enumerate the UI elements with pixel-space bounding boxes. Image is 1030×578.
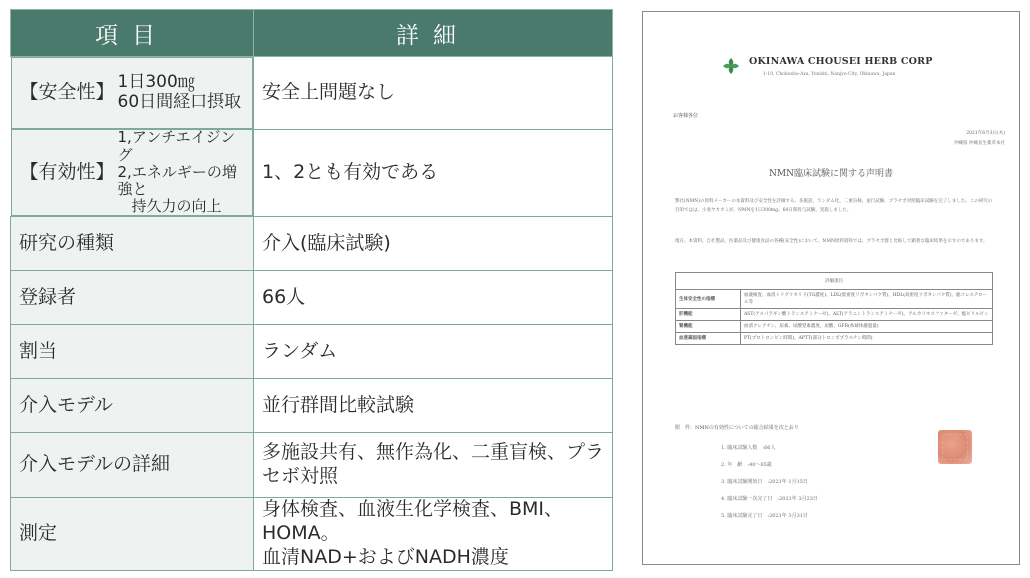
efficacy-value: 1、2とも有効である xyxy=(254,129,613,217)
doc-paragraph-1: 弊社(NMN)の原料メーカーの本資料及び安全性を評価する。多施設、ランダム化、二重盲検、並行試験、プラセボ対照臨床試験を完了しました。この研究の目的ではは、小麦ヤカカミが、NMNを1日300mg、60日間投与試験、実施しました。 xyxy=(675,199,993,213)
doc-company-name: OKINAWA CHOUSEI HERB CORP xyxy=(749,56,933,67)
summary-label: 4. 臨床試験一次完了日 xyxy=(721,496,773,502)
table-row-efficacy xyxy=(11,129,613,217)
summary-value: :40〜65歳 xyxy=(747,462,772,468)
row-key: 研究の種類 xyxy=(11,217,254,271)
row-key: 介入モデルの詳細 xyxy=(11,433,254,498)
doc-summary-item xyxy=(721,495,818,512)
doc-table-row xyxy=(676,321,993,333)
efficacy-key xyxy=(11,129,254,216)
doc-summary-item xyxy=(721,444,818,461)
safety-key xyxy=(11,57,254,129)
summary-value: :2021年 1月15日 xyxy=(767,479,808,485)
measurement-value xyxy=(254,498,613,571)
doc-table-row xyxy=(676,309,993,321)
summary-label: 3. 臨床試験開始日 xyxy=(721,479,763,485)
safety-line1: 1日300㎎ xyxy=(117,72,195,93)
row-value: 多施設共有、無作為化、二重盲検、プラセボ対照 xyxy=(254,433,613,498)
safety-conditions xyxy=(118,73,242,112)
efficacy-line3: 持久力の向上 xyxy=(131,197,222,216)
measurement-line1: 身体検査、血液生化学検査、BMI、HOMA。 xyxy=(262,498,564,545)
header-detail: 詳細 xyxy=(254,10,613,57)
doc-table-value: 血液検査、血清トリグリセリド(TG濃度)、LDL(低密度リポタンパク質)、HDL(高密度リポタンパク質)、総コレステロール等 xyxy=(741,290,993,309)
doc-evaluation-table xyxy=(675,272,993,345)
efficacy-items xyxy=(118,129,244,215)
study-summary-table xyxy=(10,9,613,571)
row-key: 登録者 xyxy=(11,271,254,325)
efficacy-tag: 【有効性】 xyxy=(19,160,115,183)
measurement-line2: 血清NAD+およびNADH濃度 xyxy=(262,545,509,568)
table-row xyxy=(11,325,613,379)
doc-summary-item xyxy=(721,512,818,529)
row-value: 並行群間比較試験 xyxy=(254,379,613,433)
table-header-row xyxy=(11,10,613,57)
header-item: 項目 xyxy=(11,10,254,57)
summary-value: :2021年 3月23日 xyxy=(777,496,818,502)
company-leaf-logo-icon xyxy=(721,56,741,76)
doc-table-value: 血清クレアチン、尿素、尿酸窒素濃度、尿酸、GFR(糸球体濾過量) xyxy=(741,321,993,333)
doc-summary-item xyxy=(721,461,818,478)
doc-recipient: お客様各位 xyxy=(673,113,699,119)
doc-table-key: 血液凝固指標 xyxy=(676,333,741,345)
doc-table-key: 肝機能 xyxy=(676,309,741,321)
statement-document xyxy=(642,11,1020,565)
summary-label: 1. 臨床試験人数 xyxy=(721,445,758,451)
doc-table-row xyxy=(676,290,993,309)
efficacy-line1: 1,アンチエイジング xyxy=(117,128,236,164)
doc-table-value: AST(アスパラギン酸トランスアミナーゼ)、ALT(アラニントランスアミナーゼ)、アルカリホスファターゼ、総ビリルビン xyxy=(741,309,993,321)
doc-company-address: 1-10, Chokusho-Aza, Yonishi, Nanjyo-City, Okinawa, Japan xyxy=(763,72,896,77)
doc-date: 2021年6月3日(木) xyxy=(966,131,1005,136)
table-row xyxy=(11,379,613,433)
table-row xyxy=(11,217,613,271)
safety-tag: 【安全性】 xyxy=(19,81,115,104)
doc-table-value: PT(プロトロンビン時間)、APTT(部分トロンボプラスチン時間) xyxy=(741,333,993,345)
doc-table-row xyxy=(676,333,993,345)
doc-table-key: 生体安全性の指標 xyxy=(676,290,741,309)
row-key: 介入モデル xyxy=(11,379,254,433)
doc-summary-list xyxy=(721,444,818,529)
row-value: 介入(臨床試験) xyxy=(254,217,613,271)
safety-line2: 60日間経口摂取 xyxy=(117,92,242,112)
measurement-key: 測定 xyxy=(11,498,254,571)
doc-paragraph-2: 現在、本資料、自社製品、医薬品及び健康食品の各種(安全性)において、NMN原料資料では、プラセボ群と比較して顕著な臨床結果を示すのであります。 xyxy=(675,239,988,244)
doc-table-header-row xyxy=(676,273,993,290)
doc-summary-item xyxy=(721,478,818,495)
summary-value: :66人 xyxy=(762,445,776,451)
doc-title: NMN臨床試験に関する声明書 xyxy=(769,169,893,179)
safety-value: 安全上問題なし xyxy=(254,57,613,130)
doc-table-header: 評価項目 xyxy=(676,273,993,290)
row-key: 割当 xyxy=(11,325,254,379)
summary-value: :2021年 3月31日 xyxy=(767,513,808,519)
row-value: 66人 xyxy=(254,271,613,325)
row-value: ランダム xyxy=(254,325,613,379)
efficacy-line2: 2,エネルギーの増強と xyxy=(117,162,237,199)
doc-attachment-note: 附 件：NMNの有効性についての総合結果を次とおり xyxy=(675,425,799,431)
table-row xyxy=(11,433,613,498)
table-row-measurement xyxy=(11,498,613,571)
doc-sender: 沖縄県 沖縄長生薬草本社 xyxy=(954,141,1005,146)
table-row xyxy=(11,271,613,325)
table-row-safety xyxy=(11,57,613,130)
company-seal-stamp xyxy=(938,430,972,464)
summary-label: 5. 臨床試験完了日 xyxy=(721,513,763,519)
summary-label: 2. 年 齢 xyxy=(721,462,743,468)
doc-table-key: 腎機能 xyxy=(676,321,741,333)
